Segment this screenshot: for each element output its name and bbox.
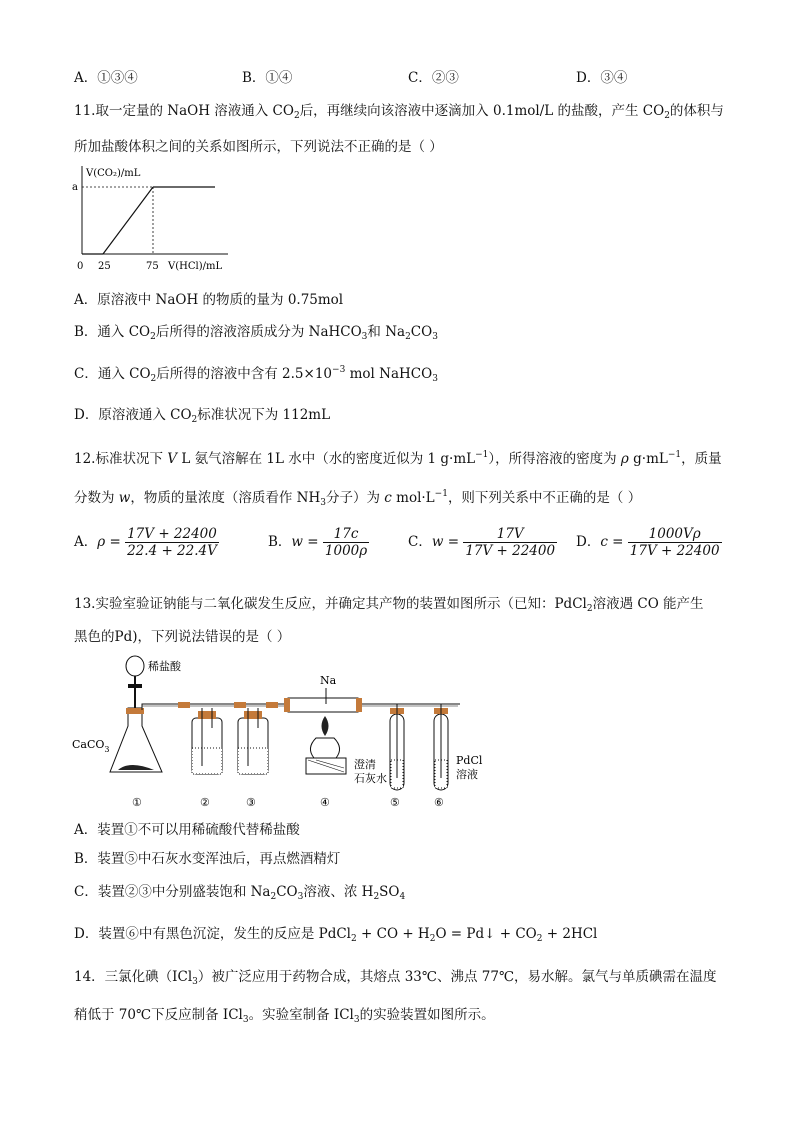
q11-option-d: D．原溶液通入 $CO_2$标准状况下为 112mL [74, 407, 331, 425]
num-6: ⑥ [434, 796, 444, 809]
q11-chart [70, 162, 240, 274]
q12-option-a: A．ρ = $\frac{17V + 22400}{22.4 + 22.4V}$ [74, 526, 217, 559]
num-2: ② [200, 796, 210, 809]
label-pdcl2-1: PdCl [456, 754, 483, 767]
q11-stem-line2: 所加盐酸体积之间的关系如图所示，下列说法不正确的是（ ） [74, 139, 443, 155]
q12-stem-line1: 12.标准状况下 V L 氨气溶解在 1L 水中（水的密度近似为 1 $g\cdot mL^{-1}$），所得溶液的密度为 ρ $g\cdot mL^{-1}$，质量 [74, 450, 722, 467]
num-3: ③ [246, 796, 256, 809]
q10-option-b: B．①④ [242, 70, 293, 86]
q11-option-b: B．通入 $CO_2$后所得的溶液溶质成分为 NaHCO$_3$和 $Na_2CO_3$ [74, 324, 438, 342]
q12-option-b: B．w = $\frac{17c}{1000\rho}$ [268, 526, 368, 559]
q14-stem-line1: 14．三氯化碘（ICl$_3$）被广泛应用于药物合成，其熔点 33℃、沸点 77℃，易水解。氯气与单质碘需在温度 [74, 969, 717, 987]
chart-tick-0: 0 [77, 261, 84, 272]
separatory-funnel [126, 656, 144, 676]
q13-apparatus [70, 648, 483, 812]
q12-stem-line2: 分数为 w，物质的量浓度（溶质看作 $NH_3$分子）为 c $mol\cdot L^{-1}$，则下列关系中不正确的是（ ） [74, 489, 642, 508]
alcohol-lamp [310, 738, 339, 758]
q10-option-d: D．③④ [576, 70, 628, 86]
q14-stem-line2: 稍低于 70℃下反应制备 ICl$_3$。实验室制备 ICl$_3$的实验装置如图所示。 [74, 1007, 495, 1025]
q13-option-a: A．装置①不可以用稀硫酸代替稀盐酸 [74, 822, 300, 838]
num-1: ① [132, 796, 142, 809]
q13-stem-line2: 黑色的Pd)，下列说法错误的是（ ） [74, 629, 291, 645]
label-caco3: CaCO$_3$ [72, 738, 110, 754]
q13-stem-line1: 13.实验室验证钠能与二氧化碳发生反应，并确定其产物的装置如图所示（已知：PdCl$_2$溶液遇 CO 能产生 [74, 596, 704, 614]
num-5: ⑤ [390, 796, 400, 809]
label-limewater-2: 石灰水 [354, 772, 387, 785]
q13-option-b: B．装置⑤中石灰水变浑浊后，再点燃酒精灯 [74, 851, 341, 867]
label-pdcl2-2: 溶液 [456, 768, 478, 781]
label-limewater-1: 澄清 [354, 758, 376, 771]
label-dilute-hcl: 稀盐酸 [148, 660, 181, 673]
q12-option-c: C．w = $\frac{17V}{17V + 22400}$ [408, 526, 556, 559]
num-4: ④ [320, 796, 330, 809]
q13-option-d: D．装置⑥中有黑色沉淀，发生的反应是 PdCl$_2$ + CO + $H_2O$ = Pd↓ + $CO_2 + 2HCl$ [74, 926, 598, 944]
chart-tick-25: 25 [98, 261, 111, 272]
reaction-tube [288, 698, 358, 712]
flask-1 [110, 708, 162, 772]
q11-option-a: A．原溶液中 NaOH 的物质的量为 0.75mol [74, 292, 344, 308]
q13-option-c: C．装置②③中分别盛装饱和 $Na_2CO_3$溶液、浓 $H_2SO_4$ [74, 884, 406, 902]
chart-y-label: V(CO₂)/mL [86, 168, 141, 179]
chart-x-label: V(HCl)/mL [168, 261, 223, 272]
q11-stem-line1: 11.取一定量的 NaOH 溶液通入 $CO_2$后，再继续向该溶液中逐滴加入 0.1mol/L 的盐酸，产生 $CO_2$的体积与 [74, 103, 724, 121]
q12-option-d: D．c = $\frac{1000V\rho}{17V + 22400}$ [576, 526, 720, 559]
chart-a-tick: a [72, 182, 78, 193]
q11-option-c: C．通入 $CO_2$后所得的溶液中含有 $2.5\times 10^{-3}$ mol NaHCO$_3$ [74, 365, 438, 384]
label-na: Na [320, 674, 337, 687]
q10-option-a: A．①③④ [74, 70, 138, 86]
q10-option-c: C．②③ [408, 70, 459, 86]
chart-rise-line [103, 187, 153, 254]
chart-tick-75: 75 [146, 261, 159, 272]
